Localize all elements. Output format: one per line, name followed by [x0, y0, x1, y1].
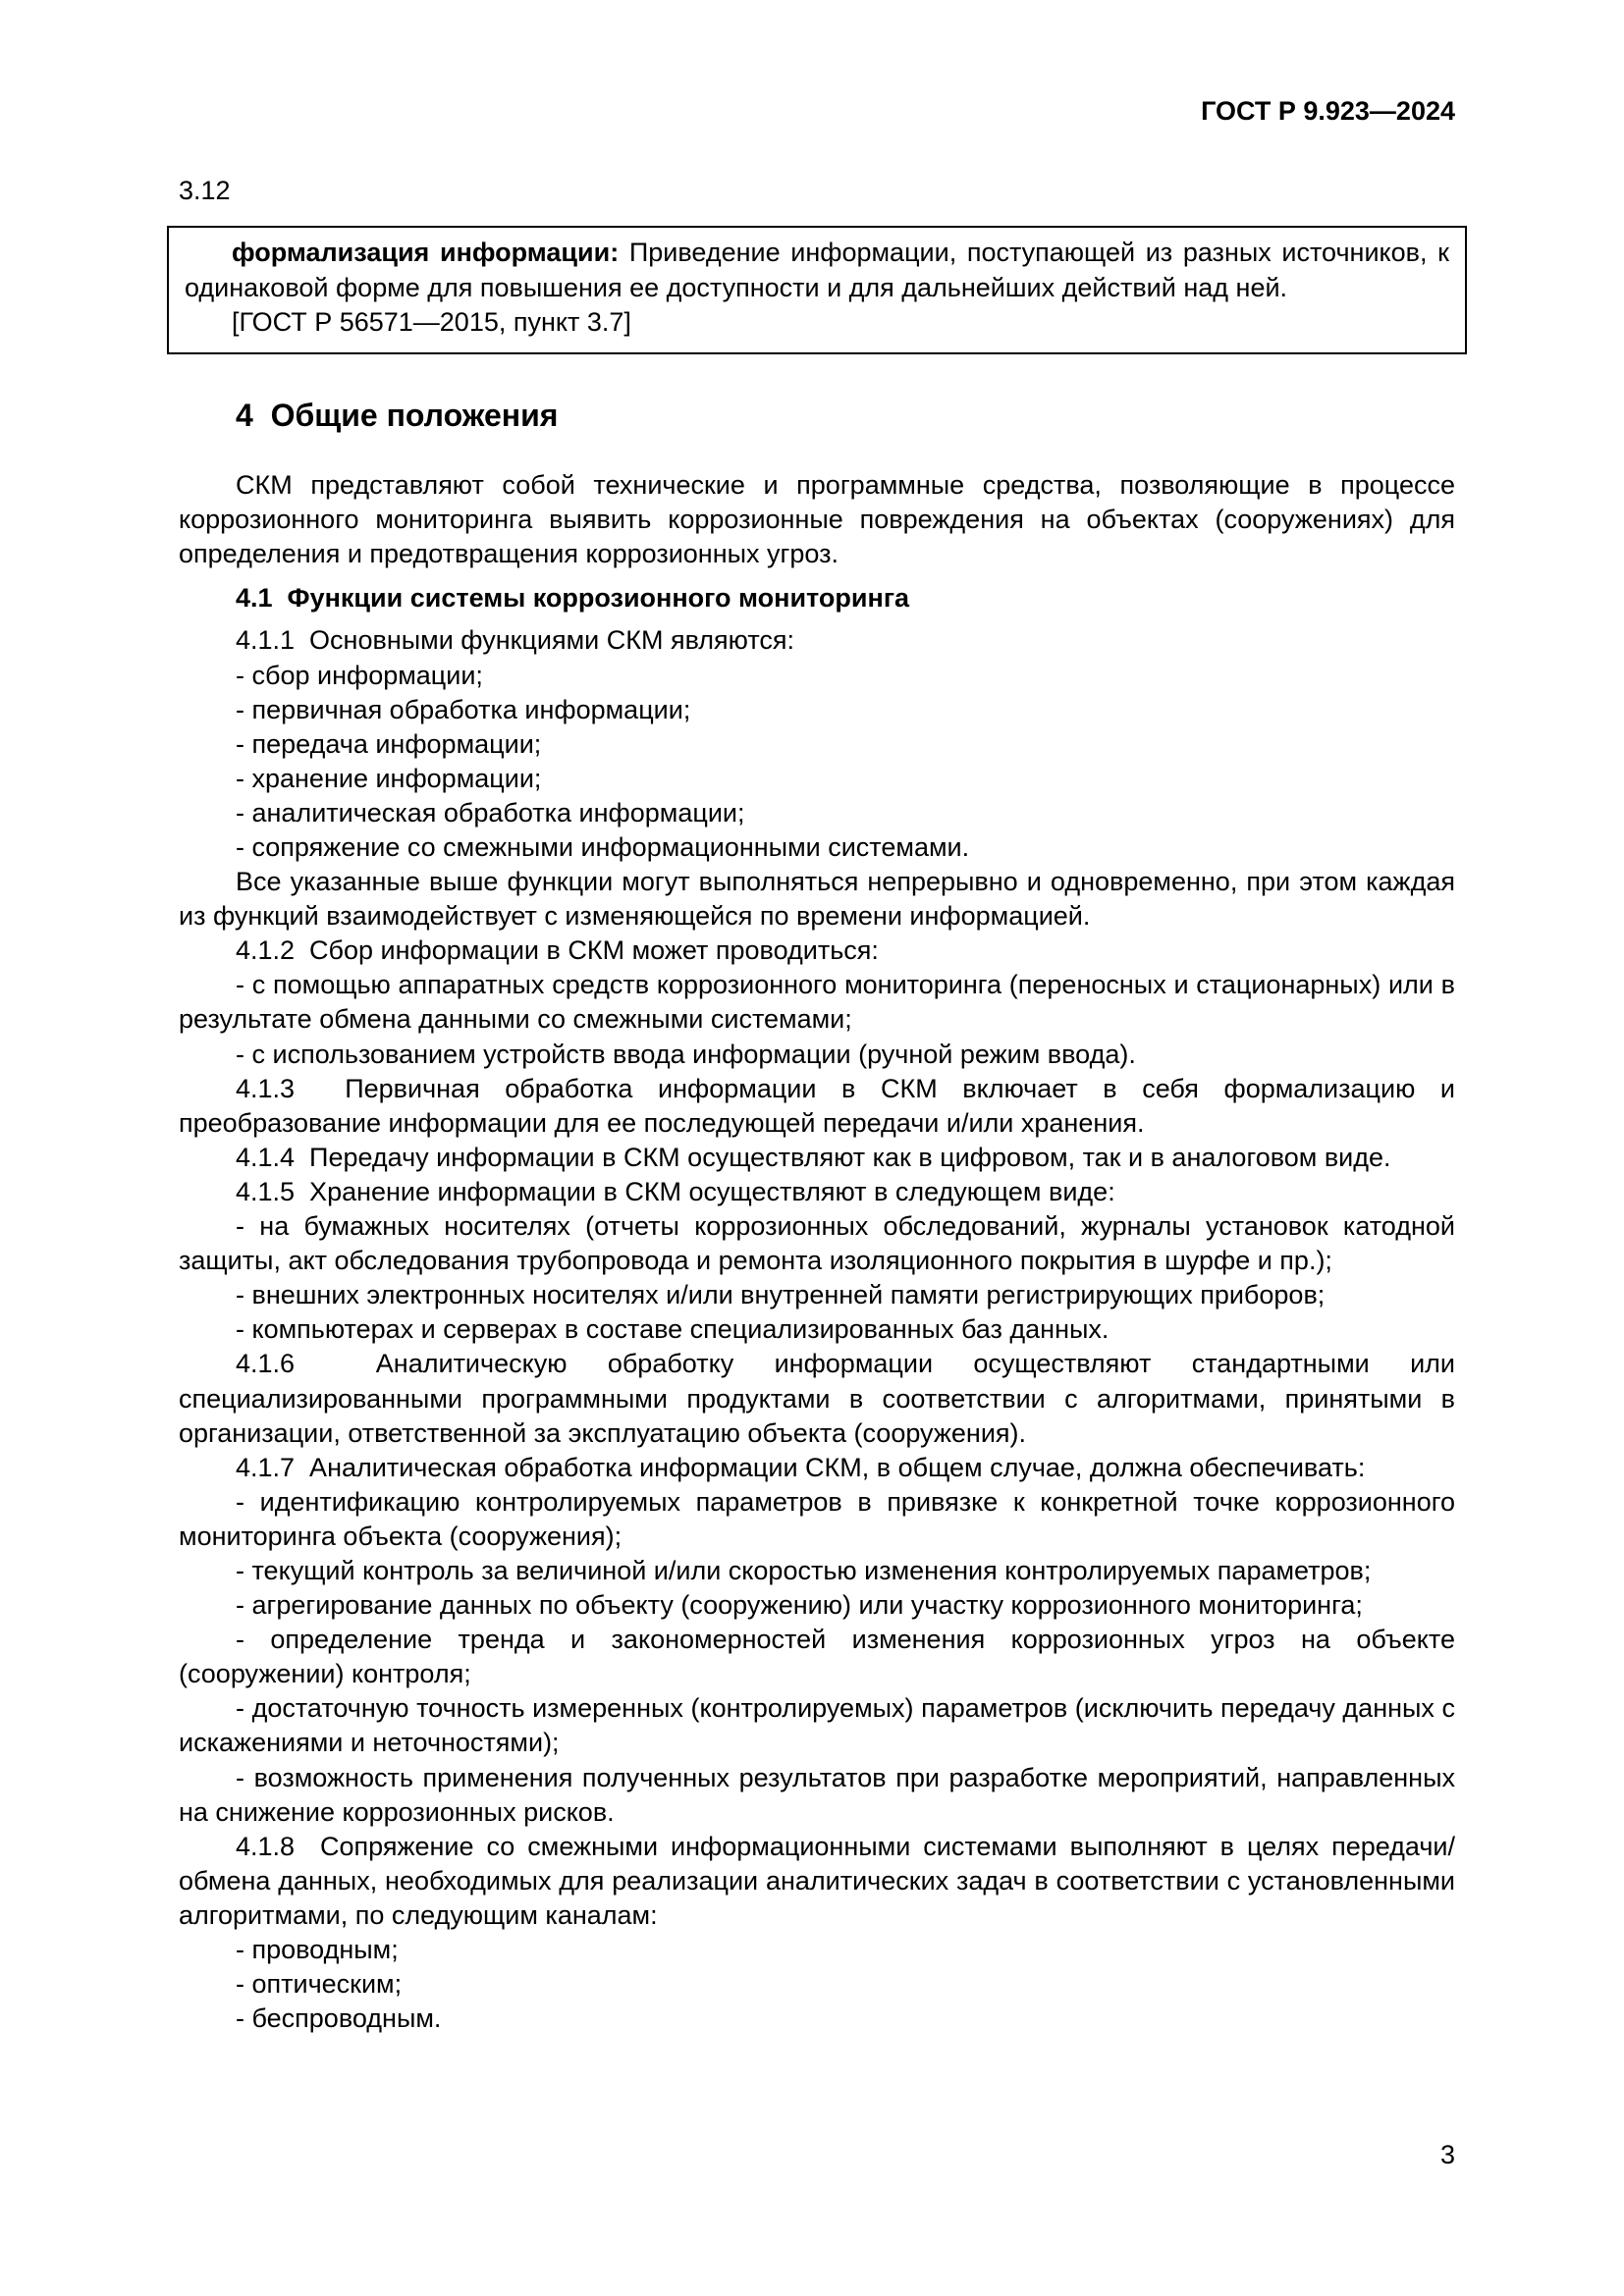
list-item: - передача информации;	[236, 728, 542, 759]
list-item: - хранение информации;	[236, 763, 542, 793]
list-item: - текущий контроль за величиной и/или скоростью изменения контролируемых параметров;	[236, 1555, 1372, 1585]
document-code: ГОСТ Р 9.923—2024	[1201, 96, 1455, 126]
page-header	[179, 94, 1455, 129]
list-item: - определение тренда и закономерностей изменения коррозионных угроз на объекте (сооружении) контроля;	[179, 1625, 1455, 1689]
paragraph: 4.1.8 Сопряжение со смежными информационными системами выполняют в целях передачи/обмена данных, необходимых для реализации аналитических задач в соответствии с установленными алгоритмами, по следующим каналам:	[179, 1831, 1455, 1930]
list-item: - сбор информации;	[236, 660, 483, 690]
paragraph: Все указанные выше функции могут выполняться непрерывно и одновременно, при этом каждая из функций взаимодействует с изменяющейся по времени информацией.	[179, 867, 1455, 932]
page-number: 3	[1439, 2140, 1455, 2169]
definition-text: Приведение информации, поступающей из разных источников, к одинаковой форме для повышения ее доступности и для дальнейших действий над ней.	[185, 238, 1449, 302]
list-item: - беспроводным.	[236, 2003, 442, 2034]
list-item: - первичная обработка информации;	[236, 694, 691, 724]
list-item: - проводным;	[236, 1935, 399, 1964]
list-item: - с помощью аппаратных средств коррозионного мониторинга (переносных и стационарных) или в результате обмена данными со смежными системами;	[179, 970, 1455, 1035]
list-item: - внешних электронных носителях и/или внутренней памяти регистрирующих приборов;	[236, 1280, 1326, 1310]
body-blocks	[179, 468, 1455, 2036]
clause-number: 3.12	[179, 176, 231, 206]
paragraph: 4.1.2 Сбор информации в СКМ может проводиться:	[236, 935, 879, 966]
paragraph: СКМ представляют собой технические и программные средства, позволяющие в процессе коррозионного мониторинга выявить коррозионные повреждения на объектах (сооружениях) для определения и предотвращения коррозионных угроз.	[179, 470, 1455, 569]
paragraph: 4.1.1 Основными функциями СКМ являются:	[236, 625, 795, 656]
definition-paragraph	[185, 236, 1449, 305]
list-item: - на бумажных носителях (отчеты коррозионных обследований, журналы установок катодной защиты, акт обследования трубопровода и ремонта изоляционного покрытия в шурфе и пр.);	[179, 1211, 1455, 1276]
list-item: - аналитическая обработка информации;	[236, 797, 745, 828]
paragraph: 4.1.6 Аналитическую обработку информации осуществляют стандартными или специализированными программными продуктами в соответствии с алгоритмами, принятыми в организации, ответственной за эксплуатацию объекта (сооружения).	[179, 1349, 1455, 1448]
definition-box	[167, 226, 1467, 354]
list-item: - достаточную точность измеренных (контролируемых) параметров (исключить передачу данных с искажениями и неточностями);	[179, 1693, 1455, 1758]
list-item: - идентификацию контролируемых параметров в привязке к конкретной точке коррозионного мониторинга объекта (сооружения);	[179, 1486, 1455, 1551]
section-heading: 4 Общие положения	[236, 398, 559, 434]
list-item: - оптическим;	[236, 1969, 403, 2000]
paragraph: 4.1.7 Аналитическая обработка информации СКМ, в общем случае, должна обеспечивать:	[236, 1452, 1366, 1482]
definition-source: [ГОСТ Р 56571—2015, пункт 3.7]	[232, 307, 631, 338]
paragraph: 4.1.3 Первичная обработка информации в СКМ включает в себя формализацию и преобразование информации для ее последующей передачи и/или хранения.	[179, 1073, 1455, 1138]
subsection-heading: 4.1 Функции системы коррозионного мониторинга	[236, 583, 910, 614]
list-item: - компьютерах и серверах в составе специализированных баз данных.	[236, 1314, 1110, 1345]
list-item: - возможность применения полученных результатов при разработке мероприятий, направленных на снижение коррозионных рисков.	[179, 1762, 1455, 1827]
paragraph: 4.1.4 Передачу информации в СКМ осуществляют как в цифровом, так и в аналоговом виде.	[236, 1142, 1391, 1172]
paragraph: 4.1.5 Хранение информации в СКМ осуществляют в следующем виде:	[236, 1176, 1115, 1206]
definition-term: формализация информации:	[232, 238, 620, 268]
list-item: - сопряжение со смежными информационными системами.	[236, 832, 970, 862]
list-item: - с использованием устройств ввода информации (ручной режим ввода).	[236, 1039, 1136, 1069]
list-item: - агрегирование данных по объекту (сооружению) или участку коррозионного мониторинга;	[236, 1590, 1363, 1621]
